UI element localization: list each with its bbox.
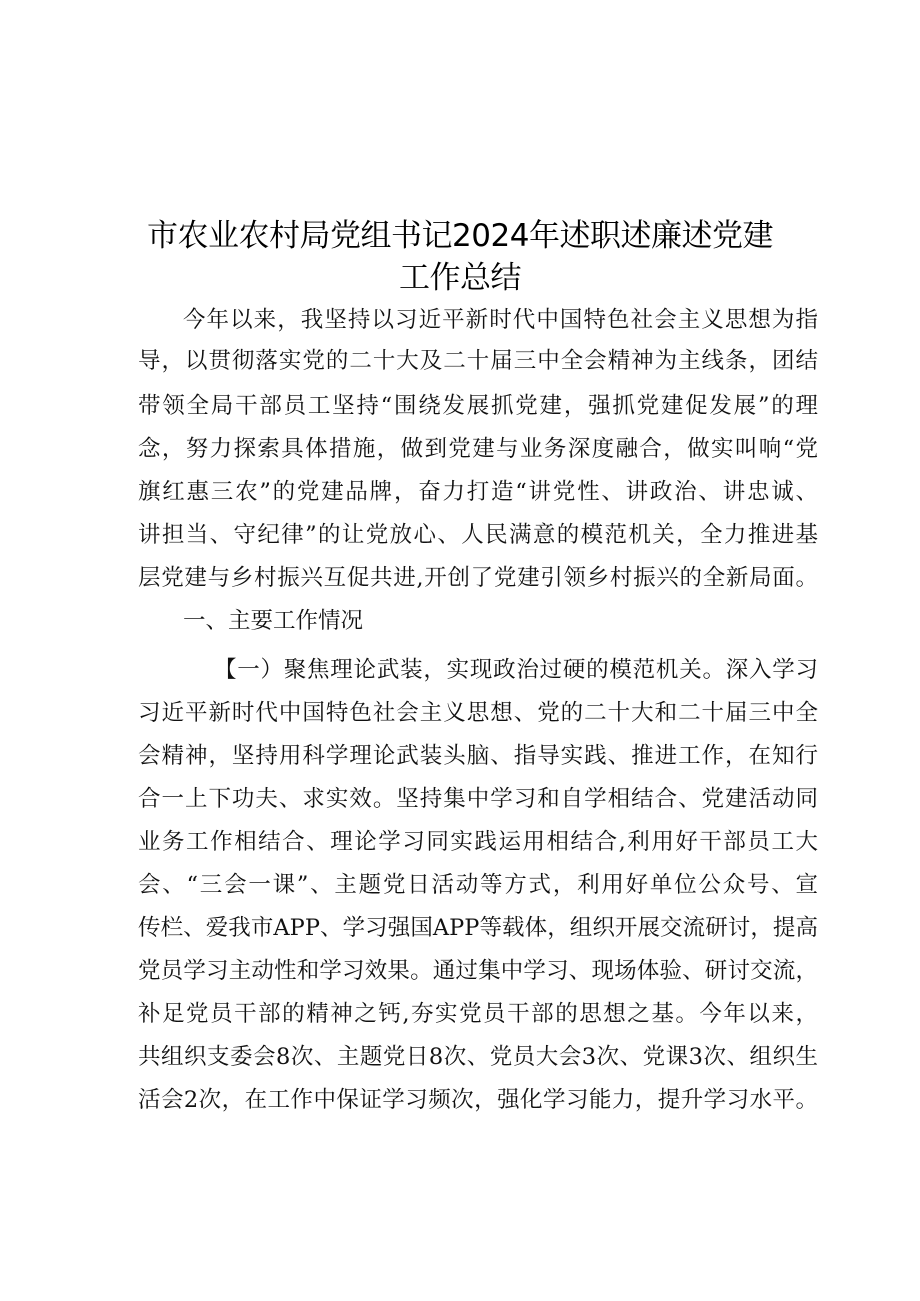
- body-line: 活会2次，在工作中保证学习频次，强化学习能力，提升学习水平。: [138, 1087, 818, 1113]
- body-line: 会、“三会一课”、主题党日活动等方式，利用好单位公众号、宣: [138, 872, 818, 898]
- body-line: 会精神，坚持用科学理论武装头脑、指导实践、推进工作，在知行: [138, 743, 818, 769]
- intro-line: 旗红惠三农”的党建品牌，奋力打造“讲党性、讲政治、讲忠诚、: [138, 479, 818, 505]
- section-heading: 一、主要工作情况: [183, 608, 364, 634]
- intro-line: 导，以贯彻落实党的二十大及二十届三中全会精神为主线条，团结: [138, 348, 818, 374]
- document-title-line1: 市农业农村局党组书记2024年述职述廉述党建: [147, 218, 773, 254]
- body-line: 习近平新时代中国特色社会主义思想、党的二十大和二十届三中全: [138, 700, 818, 726]
- body-line: 补足党员干部的精神之钙,夯实党员干部的思想之基。今年以来，: [138, 1001, 818, 1027]
- body-line: 合一上下功夫、求实效。坚持集中学习和自学相结合、党建活动同: [138, 786, 818, 812]
- intro-line: 带领全局干部员工坚持“围绕发展抓党建，强抓党建促发展”的理: [138, 393, 818, 419]
- body-line: 党员学习主动性和学习效果。通过集中学习、现场体验、研讨交流，: [138, 958, 818, 984]
- body-line: 传栏、爱我市APP、学习强国APP等载体，组织开展交流研讨，提高: [138, 915, 818, 941]
- intro-line: 层党建与乡村振兴互促共进,开创了党建引领乡村振兴的全新局面。: [138, 565, 818, 591]
- document-title-line2: 工作总结: [399, 260, 521, 296]
- intro-line: 念，努力探索具体措施，做到党建与业务深度融合，做实叫响“党: [138, 436, 818, 462]
- intro-line: 今年以来，我坚持以习近平新时代中国特色社会主义思想为指: [183, 307, 818, 333]
- body-line: 业务工作相结合、理论学习同实践运用相结合,利用好干部员工大: [138, 829, 818, 855]
- body-line: 共组织支委会8次、主题党日8次、党员大会3次、党课3次、组织生: [138, 1044, 818, 1070]
- intro-line: 讲担当、守纪律”的让党放心、人民满意的模范机关，全力推进基: [138, 522, 818, 548]
- body-line: 【一）聚焦理论武装，实现政治过硬的模范机关。深入学习: [214, 657, 818, 683]
